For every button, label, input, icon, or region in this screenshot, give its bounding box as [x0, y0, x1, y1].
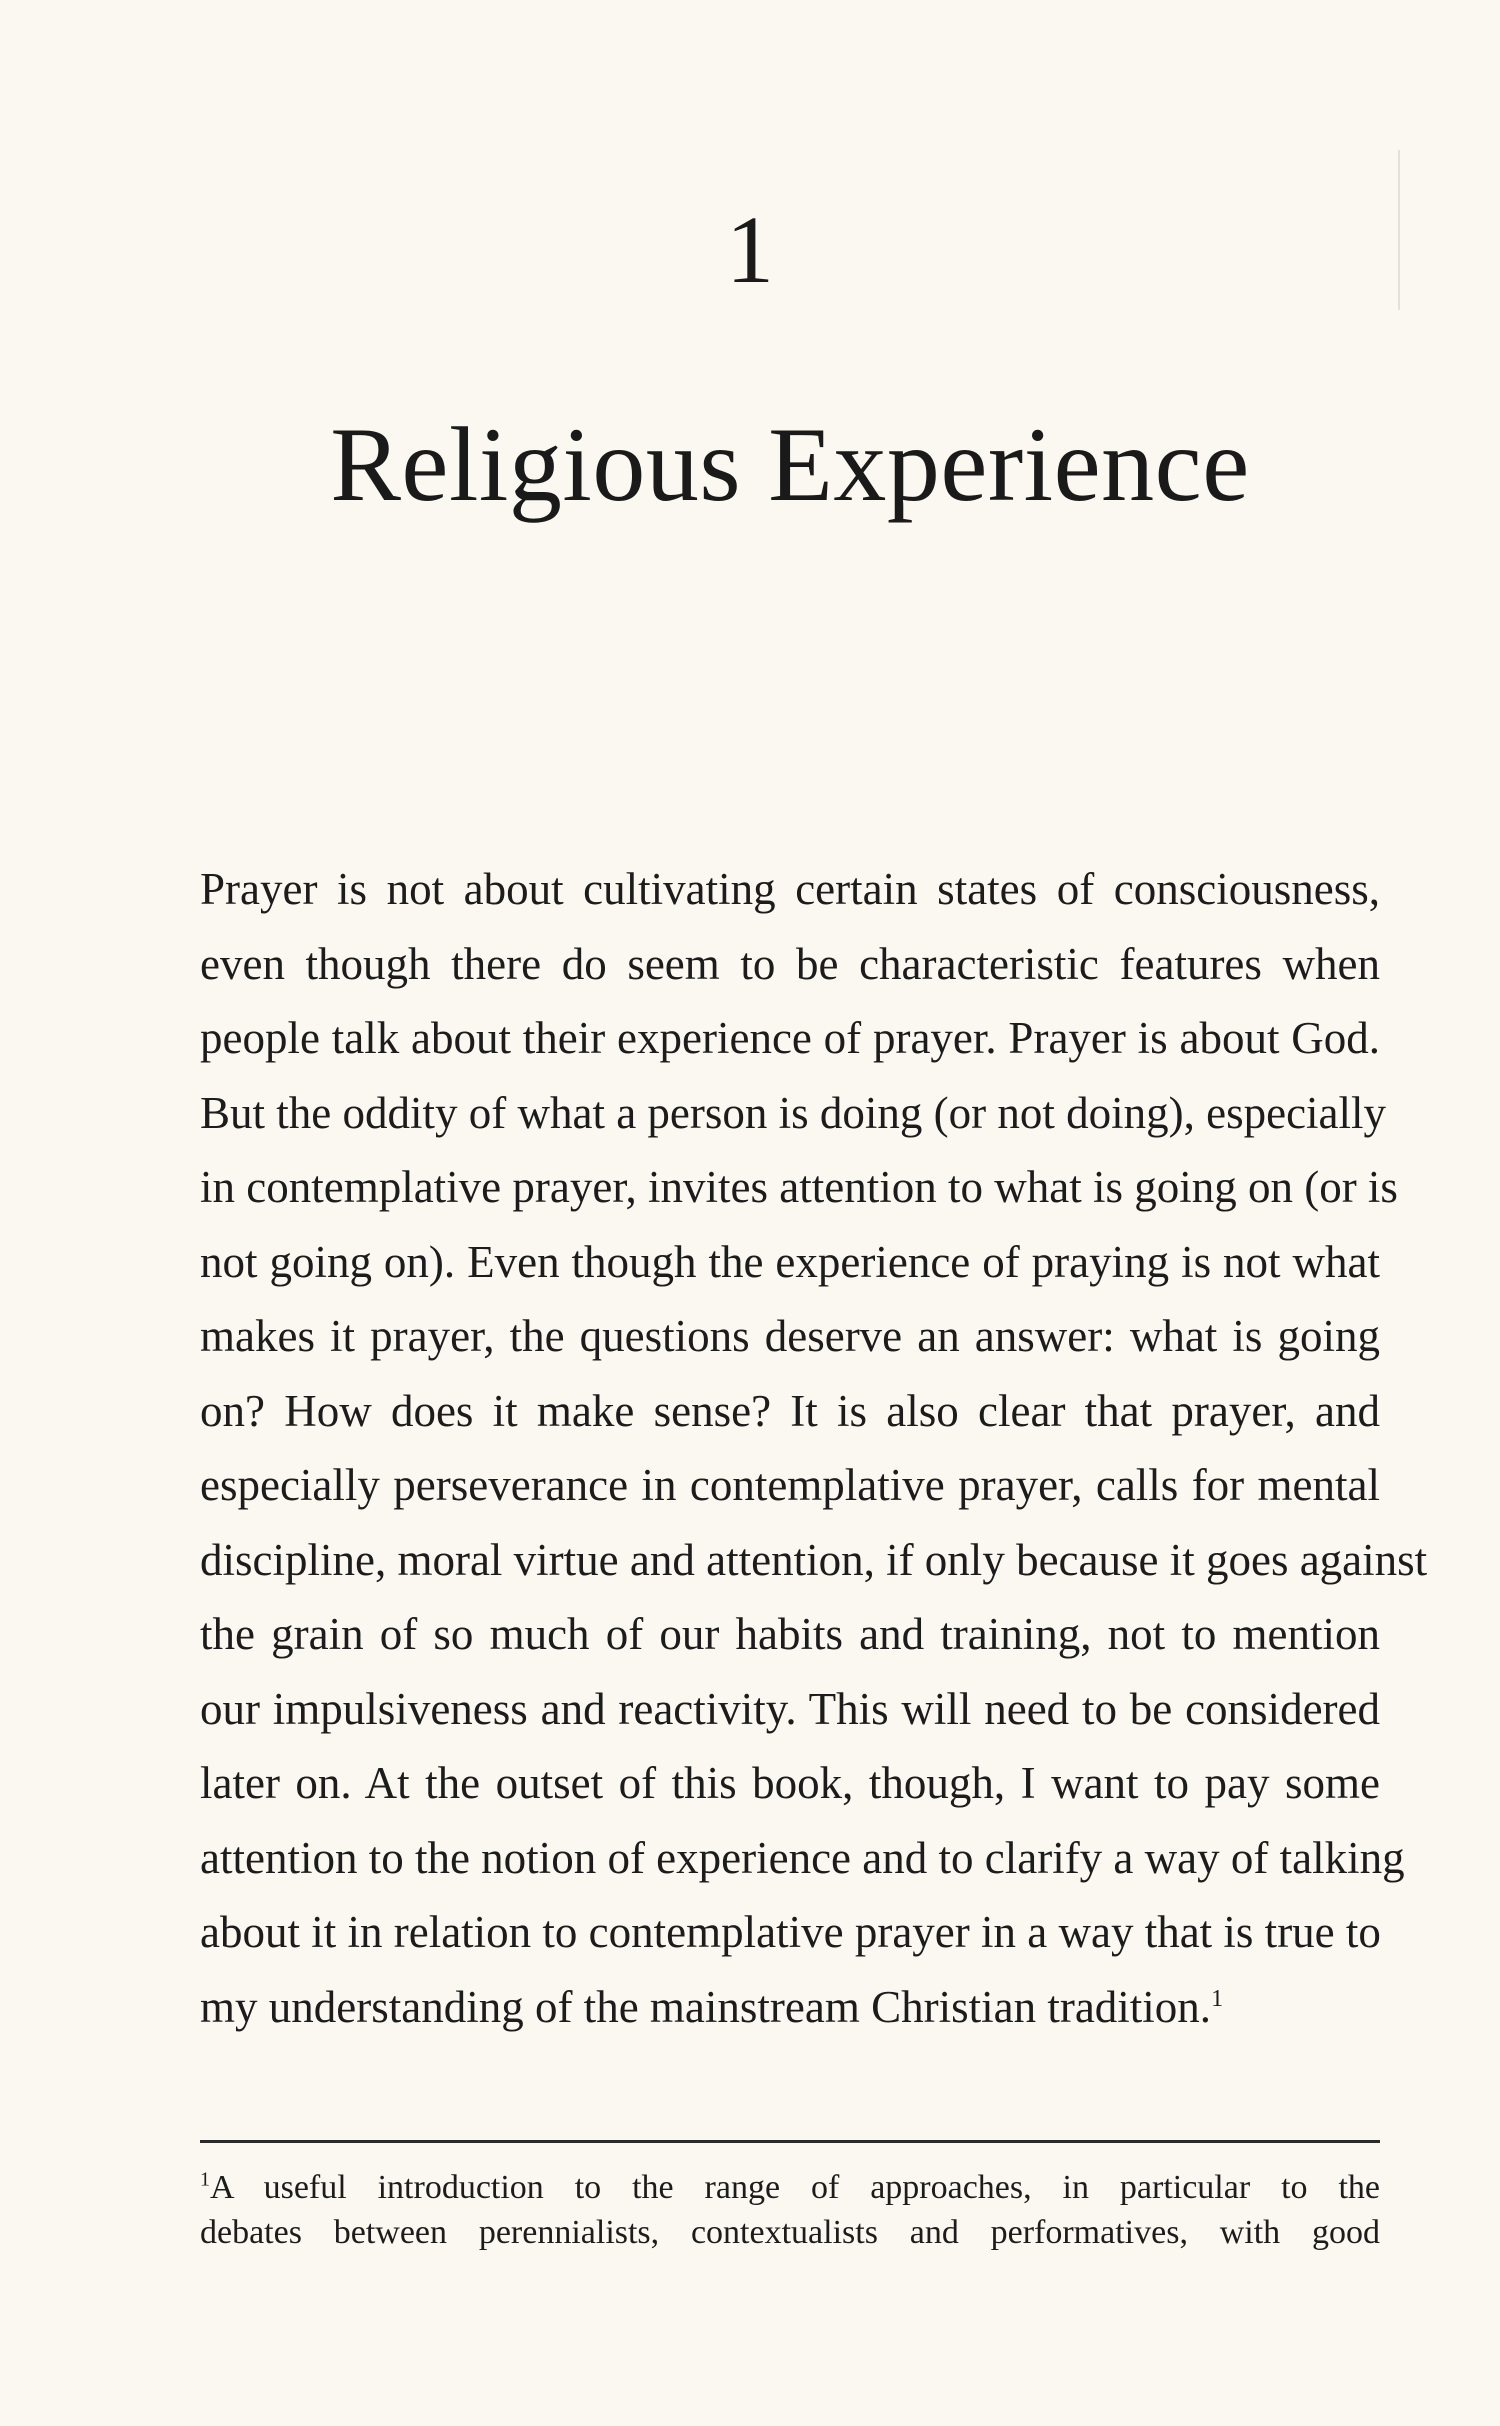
body-line: people talk about their experience of prayer. Prayer is about God.: [200, 1013, 1380, 1063]
footnote-line: [200, 2165, 1380, 2210]
body-line: Prayer is not about cultivating certain states of consciousness,: [200, 864, 1380, 914]
body-line: discipline, moral virtue and attention, if only because it goes against: [200, 1534, 1428, 1585]
body-line: on? How does it make sense? It is also clear that prayer, and: [200, 1385, 1380, 1436]
body-line-text: my understanding of the mainstream Christian tradition.: [200, 1981, 1212, 2032]
body-last-line: [200, 1970, 1380, 2045]
body-line: attention to the notion of experience and to clarify a way of talking: [200, 1832, 1405, 1883]
body-line: makes it prayer, the questions deserve an answer: what is going: [200, 1311, 1380, 1361]
body-line: our impulsiveness and reactivity. This will need to be considered: [200, 1683, 1380, 1734]
body-line: But the oddity of what a person is doing (or not doing), especially: [200, 1087, 1387, 1138]
body-line: even though there do seem to be characteristic features when: [200, 938, 1380, 989]
footnote-reference[interactable]: 1: [1211, 1985, 1224, 2012]
footnote-line-text: A useful introduction to the range of approaches, in particular to the: [210, 2169, 1380, 2206]
body-line: the grain of so much of our habits and training, not to mention: [200, 1609, 1380, 1659]
body-line: in contemplative prayer, invites attention to what is going on (or is: [200, 1162, 1398, 1212]
footnote: [200, 2165, 1380, 2255]
chapter-title: Religious Experience: [330, 406, 1250, 523]
chapter-number: 1: [726, 196, 774, 303]
footnote-divider: [200, 2140, 1380, 2143]
body-line: especially perseverance in contemplative prayer, calls for mental: [200, 1460, 1380, 1510]
footnote-line: debates between perennialists, contextualists and performatives, with good: [200, 2214, 1380, 2251]
footnote-marker: 1: [200, 2168, 210, 2191]
body-line: about it in relation to contemplative prayer in a way that is true to: [200, 1907, 1381, 1957]
body-line: not going on). Even though the experience of praying is not what: [200, 1236, 1380, 1287]
body-line: later on. At the outset of this book, though, I want to pay some: [200, 1758, 1380, 1808]
body-paragraph: [200, 852, 1428, 2044]
